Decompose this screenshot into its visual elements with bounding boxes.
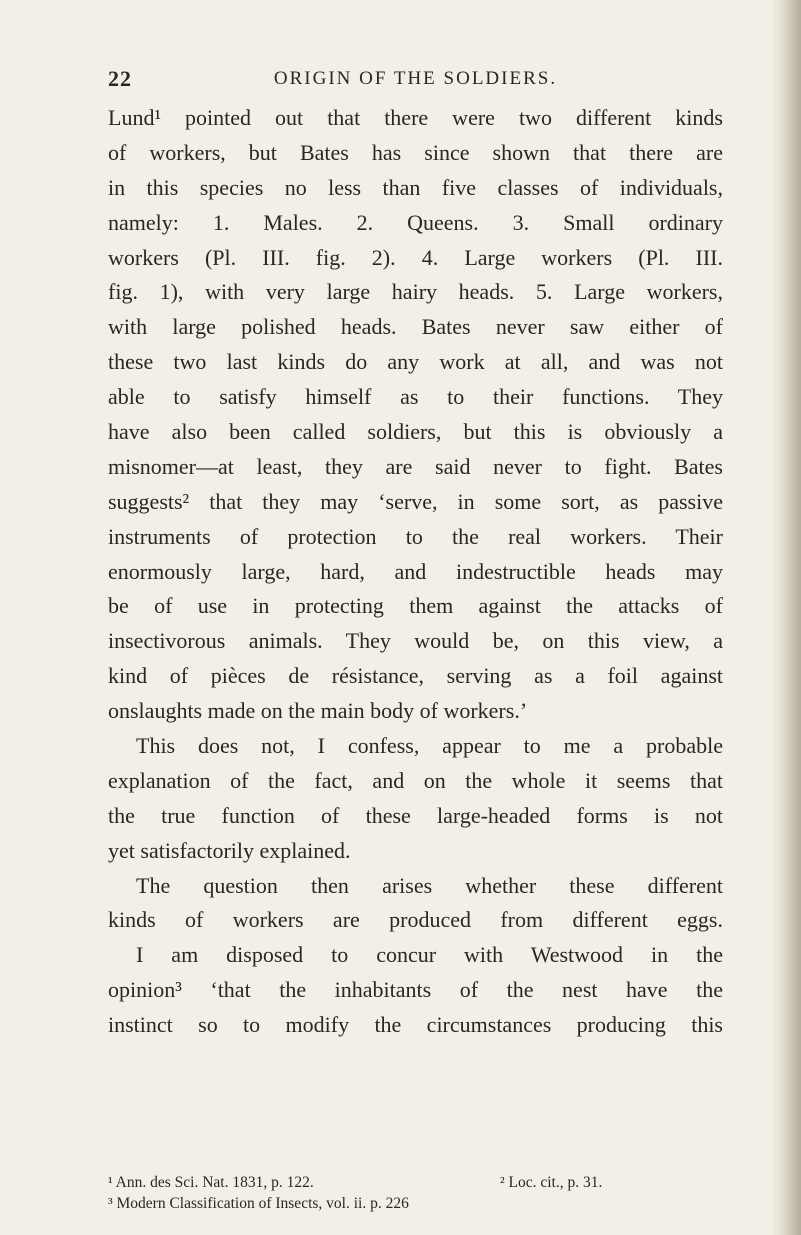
text-line: be of use in protecting them against the attacks of (108, 593, 723, 619)
text-line: enormously large, hard, and indestructible heads may (108, 558, 723, 584)
text-line: Lund¹ pointed out that there were two different kinds (108, 105, 723, 130)
page-number: 22 (108, 66, 132, 91)
text-line: suggests² that they may ‘serve, in some sort, as passive (108, 488, 723, 514)
footnote-row-1 (108, 1172, 723, 1193)
text-line: opinion³ ‘that the inhabitants of the nest have the (108, 977, 723, 1003)
text-line: namely: 1. Males. 2. Queens. 3. Small ordinary (108, 209, 723, 235)
footnotes (108, 1172, 723, 1214)
text-line: onslaughts made on the main body of workers.’ (108, 698, 528, 724)
running-title: ORIGIN OF THE SOLDIERS. (273, 68, 558, 89)
text-line: these two last kinds do any work at all, and was not (108, 349, 723, 375)
text-line: workers (Pl. III. fig. 2). 4. Large workers (Pl. III. (108, 244, 723, 270)
text-line: instruments of protection to the real workers. Their (108, 523, 723, 549)
text-line: misnomer—at least, they are said never to fight. Bates (108, 453, 723, 479)
text-line: in this species no less than five classes of individuals, (108, 174, 723, 200)
footnote-1: ¹ Ann. des Sci. Nat. 1831, p. 122. (108, 1174, 314, 1191)
running-head (108, 66, 723, 96)
text-line: the true function of these large-headed forms is not (108, 802, 723, 828)
text-line: yet satisfactorily explained. (108, 837, 351, 863)
text-line: with large polished heads. Bates never saw either of (108, 314, 723, 340)
text-line: instinct so to modify the circumstances producing this (108, 1012, 723, 1038)
text-line: I am disposed to concur with Westwood in the (136, 942, 723, 968)
footnote-2: ² Loc. cit., p. 31. (500, 1174, 603, 1191)
footnote-row-2 (108, 1193, 723, 1214)
text-line: insectivorous animals. They would be, on this view, a (108, 628, 723, 654)
page-edge-shadow (771, 0, 801, 1235)
text-line: This does not, I confess, appear to me a probable (136, 733, 723, 759)
text-line: kind of pièces de résistance, serving as a foil against (108, 663, 723, 689)
text-line: explanation of the fact, and on the whole it seems that (108, 767, 723, 793)
text-line: of workers, but Bates has since shown that there are (108, 139, 723, 165)
body-text (108, 101, 723, 1043)
text-line: fig. 1), with very large hairy heads. 5. Large workers, (108, 279, 723, 305)
text-line: The question then arises whether these different (136, 872, 723, 898)
text-line: able to satisfy himself as to their functions. They (108, 384, 723, 410)
footnote-3: ³ Modern Classification of Insects, vol. ii. p. 226 (108, 1195, 409, 1212)
text-line: kinds of workers are produced from different eggs. (108, 907, 723, 933)
text-line: have also been called soldiers, but this is obviously a (108, 419, 723, 445)
